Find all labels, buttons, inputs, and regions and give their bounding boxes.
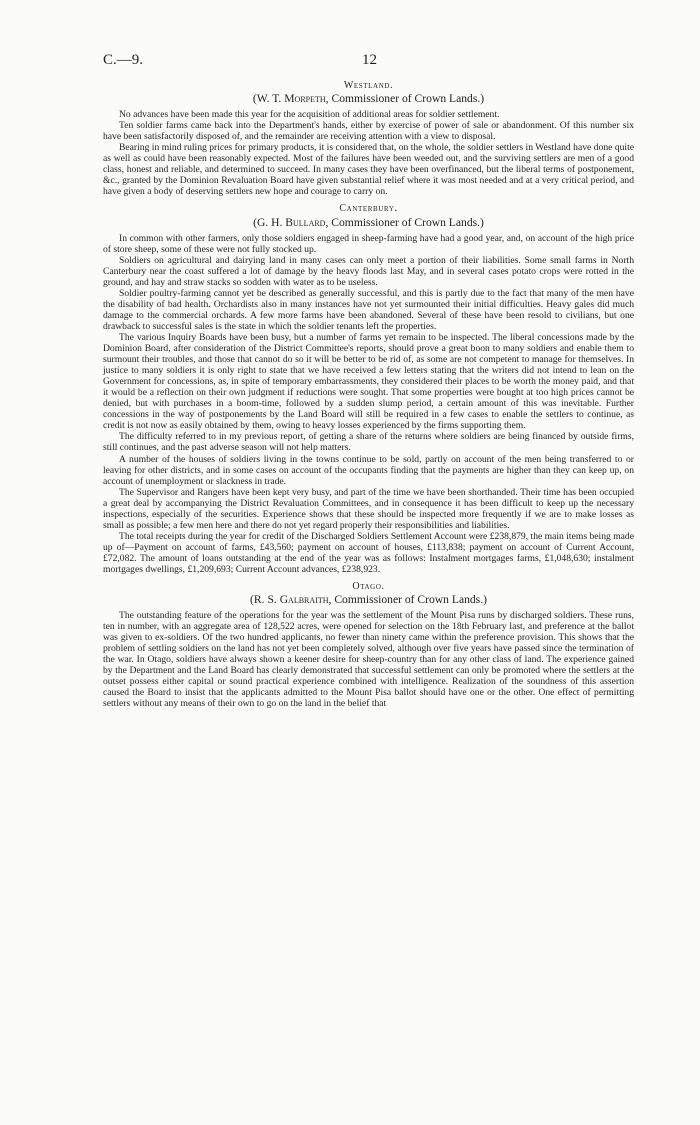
- report-code: C.—9.: [103, 52, 144, 68]
- paragraph: The Supervisor and Rangers have been kept very busy, and part of the time we have been shorthanded. Their time has been occupied a great deal by accompanying the District Revaluation Committees, and in consequence it has been difficult to keep up the necessary inspections, especially of the securities. Experience shows that these should be inspected more frequently if we are to make losses as small as possible; a few men here and there do not yet regard properly their responsibilities and liabilities.: [103, 486, 634, 531]
- paragraph: A number of the houses of soldiers living in the towns continue to be sold, partly on account of the men being transferred to or leaving for other districts, and in some cases on account of the occupants finding that the payments are higher than they can keep up, on account of unemployment or slackness in trade.: [103, 453, 634, 487]
- paragraph: Soldier poultry-farming cannot yet be described as generally successful, and this is partly due to the fact that many of the men have the disability of bad health. Orchardists also in many instances have not yet surmounted their initial difficulties. Heavy gales did much damage to the commercial orchards. A few more farms have been abandoned. Several of these have been resold to civilians, but one drawback to successful sales is the state in which the soldier tenants left the properties.: [103, 287, 634, 332]
- commissioner-name: Bullard: [285, 215, 326, 229]
- commissioner-suffix: , Commissioner of Crown Lands.): [325, 215, 484, 229]
- paragraph: The outstanding feature of the operations for the year was the settlement of the Mount Pisa runs by discharged soldiers. These runs, ten in number, with an aggregate area of 128,522 acres, were opened for selection on the 18th February last, and preference at the ballot was given to ex-soldiers. Of the two hundred applicants, no fewer than ninety came within the preference provision. This shows that the problem of settling soldiers on the land has not yet been completely solved, although over five years have passed since the termination of the war. In Otago, soldiers have always shown a keener desire for sheep-country than for any other class of land. The experience gained by the Department and the Land Board has clearly demonstrated that successful settlement can only be promoted where the settlers at the outset possess either capital or sound practical experience combined with intelligence. Realization of the soundness of this assertion caused the Board to insist that the applicants admitted to the Mount Pisa ballot should have one or the other. One effect of permitting settlers without any means of their own to go on the land in the belief that: [103, 610, 634, 710]
- section-heading-otago: Otago.: [352, 581, 385, 593]
- paragraph: In common with other farmers, only those soldiers engaged in sheep-farming have had a good year, and, on account of the high price of store sheep, some of these were not fully stocked up.: [103, 232, 634, 255]
- paragraph: The total receipts during the year for credit of the Discharged Soldiers Settlement Account were £238,879, the main items being made up of—Payment on account of farms, £43,560; payment on account of houses, £113,838; payment on account of Current Account, £72,082. The amount of loans outstanding at the end of the year was as follows: Instalment mortgages farms, £1,048,630; instalment mortgages dwellings, £1,209,693; Current Account advances, £238,923.: [103, 530, 634, 575]
- paragraph: Bearing in mind ruling prices for primary products, it is considered that, on the whole, the soldier settlers in Westland have done quite as well as could have been reasonably expected. Most of the failures have been weeded out, and the surviving settlers are men of a good class, honest and reliable, and determined to succeed. In many cases they have been overfinanced, but the liberal terms of postponement, &c., granted by the Dominion Revaluation Board have given substantial relief where it was most needed and at a very critical period, and have given a body of deserving settlers new hope and courage to carry on.: [103, 142, 634, 198]
- page-number: 12: [362, 52, 377, 68]
- commissioner-prefix: (R. S.: [250, 593, 280, 607]
- commissioner-line: [103, 217, 634, 228]
- commissioner-line: [103, 93, 634, 104]
- paragraph: No advances have been made this year for the acquisition of additional areas for soldier settlement.: [119, 109, 500, 121]
- report-body: [103, 80, 634, 710]
- commissioner-suffix: , Commissioner of Crown Lands.): [325, 92, 485, 106]
- section-heading-westland: Westland.: [343, 80, 394, 91]
- paragraph: The difficulty referred to in my previous report, of getting a share of the returns where soldiers are being financed by outside firms, still continues, and the past adverse season will not help matters.: [103, 431, 634, 454]
- commissioner-prefix: (G. H.: [253, 215, 286, 229]
- paragraph: Ten soldier farms came back into the Department's hands, either by exercise of power of sale or abandonment. Of this number six have been satisfactorily disposed of, and the remainder are receiving attention with a view to disposal.: [103, 120, 634, 143]
- commissioner-name: Morpeth: [284, 92, 326, 106]
- commissioner-suffix: , Commissioner of Crown Lands.): [328, 593, 487, 607]
- commissioner-line: [103, 594, 634, 605]
- paragraph: Soldiers on agricultural and dairying land in many cases can only meet a portion of their liabilities. Some small farms in North Canterbury near the coast suffered a lot of damage by the heavy floods last May, and in several cases potato crops were rotted in the ground, and hay and straw stacks so sodden with water as to be useless.: [103, 254, 634, 288]
- paragraph: The various Inquiry Boards have been busy, but a number of farms yet remain to be inspected. The liberal concessions made by the Dominion Board, after consideration of the District Committee's reports, should prove a great boon to many soldiers and enable them to surmount their troubles, and those that cannot do so it will be better to be rid of, as some are not competent to manage for themselves. In justice to many soldiers it is only right to state that we have received a few letters stating that the writers did not intend to lean on the Government for concessions, as, in spite of temporary embarrassments, they considered their places to be worth the money paid, and that it would be a reflection on their own judgment if reductions were sought. That some properties were bought at too high prices cannot be denied, but with purchases in a boom-time, followed by a sudden slump period, a certain amount of this was inevitable. Further concessions in the way of postponements by the Land Board will still be required in a few cases to enable the settlers to continue, as credit is not now as easily obtained by them, owing to heavy losses experienced by the firms supporting them.: [103, 331, 634, 432]
- commissioner-name: Galbraith: [279, 593, 329, 607]
- commissioner-prefix: (W. T.: [252, 92, 285, 106]
- section-heading-canterbury: Canterbury.: [339, 203, 398, 215]
